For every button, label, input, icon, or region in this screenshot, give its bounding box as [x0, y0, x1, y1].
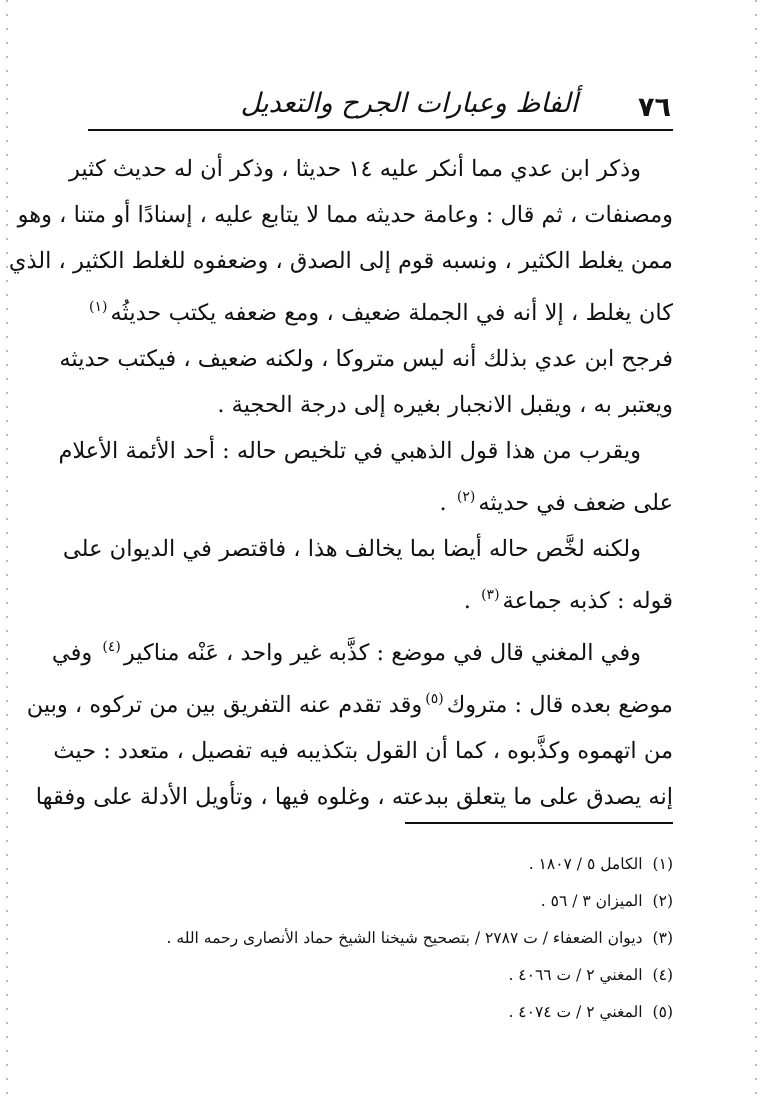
- text-line: وذكر ابن عدي مما أنكر عليه ١٤ حديثا ، وذكر أن له حديث كثير: [68, 156, 641, 182]
- footnote-item: [86, 994, 673, 1031]
- scan-edge-left: [6, 0, 8, 1098]
- footnote-item: [86, 883, 673, 920]
- footnote-text: المغني ٢ / ت ٤٠٦٦ .: [508, 966, 643, 984]
- footnote-number: (٥): [652, 1003, 673, 1021]
- footnote-text: ديوان الضعفاء / ت ٢٧٨٧ / بتصحيح شيخنا الشيخ حماد الأنصارى رحمه الله .: [166, 929, 643, 947]
- running-title: ألفاظ وعبارات الجرح والتعديل: [240, 88, 578, 119]
- footnote-item: [86, 846, 673, 883]
- paragraph-2: [58, 428, 673, 526]
- text-line: ويقرب من هذا قول الذهبي في تلخيص حاله : أحد الأئمة الأعلام: [58, 438, 641, 464]
- footnote-number: (٣): [652, 929, 673, 947]
- text-line: ولكنه لخَّص حاله أيضا بما يخالف هذا ، فاقتصر في الديوان على: [62, 536, 641, 562]
- footnote-ref: (٥): [425, 691, 444, 707]
- footnote-number: (١): [652, 855, 673, 873]
- text-line: ومصنفات ، ثم قال : وعامة حديثه مما لا يتابع عليه ، إسنادًا أو متنا ، وهو: [17, 202, 673, 228]
- footnote-rule: [405, 822, 673, 824]
- footnote-ref: (٤): [102, 639, 121, 655]
- text-segment: كان يغلط ، إلا أنه في الجملة ضعيف ، ومع ضعفه يكتب حديثُه: [110, 300, 673, 326]
- footnote-ref: (٢): [456, 489, 476, 505]
- footnote-ref: (٣): [481, 587, 500, 603]
- scan-edge-right: [755, 0, 757, 1098]
- footnote-number: (٢): [652, 892, 673, 910]
- text-line-with-ref: [86, 572, 673, 624]
- footnote-ref: (١): [89, 299, 108, 315]
- text-line: إنه يصدق على ما يتعلق ببدعته ، وغلوه فيها ، وتأويل الأدلة على وفقها: [35, 784, 673, 810]
- paragraph-3: [62, 526, 673, 624]
- text-line: ممن يغلط الكثير ، ونسبه قوم إلى الصدق ، وضعفوه للغلط الكثير ، الذي: [8, 248, 673, 274]
- paragraph-1: [8, 146, 673, 428]
- page-header: [88, 88, 673, 128]
- text-segment: على ضعف في حديثه: [478, 490, 673, 516]
- text-line-with-ref: [86, 284, 673, 336]
- text-line: ويعتبر به ، ويقبل الانجبار بغيره إلى درجة الحجية .: [217, 392, 673, 418]
- text-segment: وقد تقدم عنه التفريق بين من تركوه ، وبين: [26, 692, 423, 718]
- text-line: من اتهموه وكذَّبوه ، كما أن القول بتكذيبه فيه تفصيل ، متعدد : حيث: [53, 738, 673, 764]
- footnote-number: (٤): [652, 966, 673, 984]
- body-text: [8, 146, 673, 820]
- footnote-text: المغني ٢ / ت ٤٠٧٤ .: [508, 1003, 643, 1021]
- text-line-with-ref: [86, 474, 673, 526]
- footnote-text: الميزان ٣ / ٥٦ .: [540, 892, 643, 910]
- text-segment: قوله : كذبه جماعة: [502, 588, 673, 614]
- text-line: فرجح ابن عدي بذلك أنه ليس متروكا ، ولكنه ضعيف ، فيكتب حديثه: [59, 346, 673, 372]
- text-segment: وفي المغني قال في موضع : كذَّبه غير واحد ، عَنْه مناكير: [123, 640, 641, 666]
- text-line-with-ref: [26, 676, 673, 728]
- page-number: ٧٦: [638, 92, 671, 123]
- text-segment: وفي: [51, 640, 93, 666]
- text-line-with-ref: [51, 624, 673, 676]
- text-segment: .: [439, 490, 447, 516]
- paragraph-4: [26, 624, 673, 820]
- footnote-item: [86, 957, 673, 994]
- footnotes: [86, 846, 673, 1031]
- text-segment: .: [463, 588, 471, 614]
- header-rule: [88, 129, 673, 131]
- footnote-item: [86, 920, 673, 957]
- text-segment: موضع بعده قال : متروك: [446, 692, 673, 718]
- footnote-text: الكامل ٥ / ١٨٠٧ .: [528, 855, 643, 873]
